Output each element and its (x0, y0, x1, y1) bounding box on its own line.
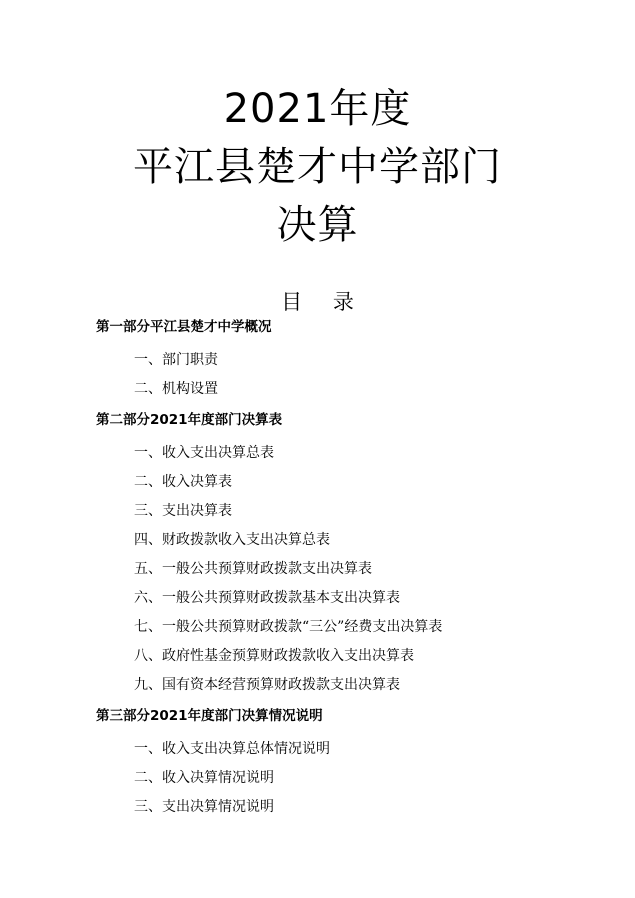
title-subject: 决算 (276, 202, 359, 248)
title-organization: 平江县楚才中学部门 (133, 144, 502, 190)
toc-item: 九、国有资本经营预算财政拨款支出决算表 (134, 677, 400, 693)
toc-item: 六、一般公共预算财政拨款基本支出决算表 (134, 590, 400, 606)
toc-item: 一、收入支出决算总体情况说明 (134, 741, 330, 757)
title-year: 2021年度 (223, 86, 412, 132)
toc-item: 一、收入支出决算总表 (134, 445, 274, 461)
toc-part-1: 第一部分平江县楚才中学概况 (96, 319, 272, 335)
toc-item: 五、一般公共预算财政拨款支出决算表 (134, 561, 372, 577)
toc-part-3-items (96, 735, 596, 822)
toc-item: 三、支出决算表 (134, 503, 232, 519)
document-title (0, 80, 635, 254)
toc-part-2: 第二部分2021年度部门决算表 (96, 412, 283, 428)
table-of-contents (96, 316, 596, 827)
toc-item: 二、收入决算表 (134, 474, 232, 490)
toc-item: 七、一般公共预算财政拨款“三公”经费支出决算表 (134, 619, 443, 635)
toc-item: 三、支出决算情况说明 (134, 799, 274, 815)
toc-part-1-items (96, 346, 596, 404)
toc-item: 四、财政拨款收入支出决算总表 (134, 532, 330, 548)
toc-part-3: 第三部分2021年度部门决算情况说明 (96, 708, 323, 724)
toc-item: 二、收入决算情况说明 (134, 770, 274, 786)
toc-item: 一、部门职责 (134, 352, 218, 368)
toc-part-2-items (96, 439, 596, 700)
toc-heading: 目 录 (281, 290, 366, 314)
toc-item: 八、政府性基金预算财政拨款收入支出决算表 (134, 648, 414, 664)
toc-item: 二、机构设置 (134, 381, 218, 397)
